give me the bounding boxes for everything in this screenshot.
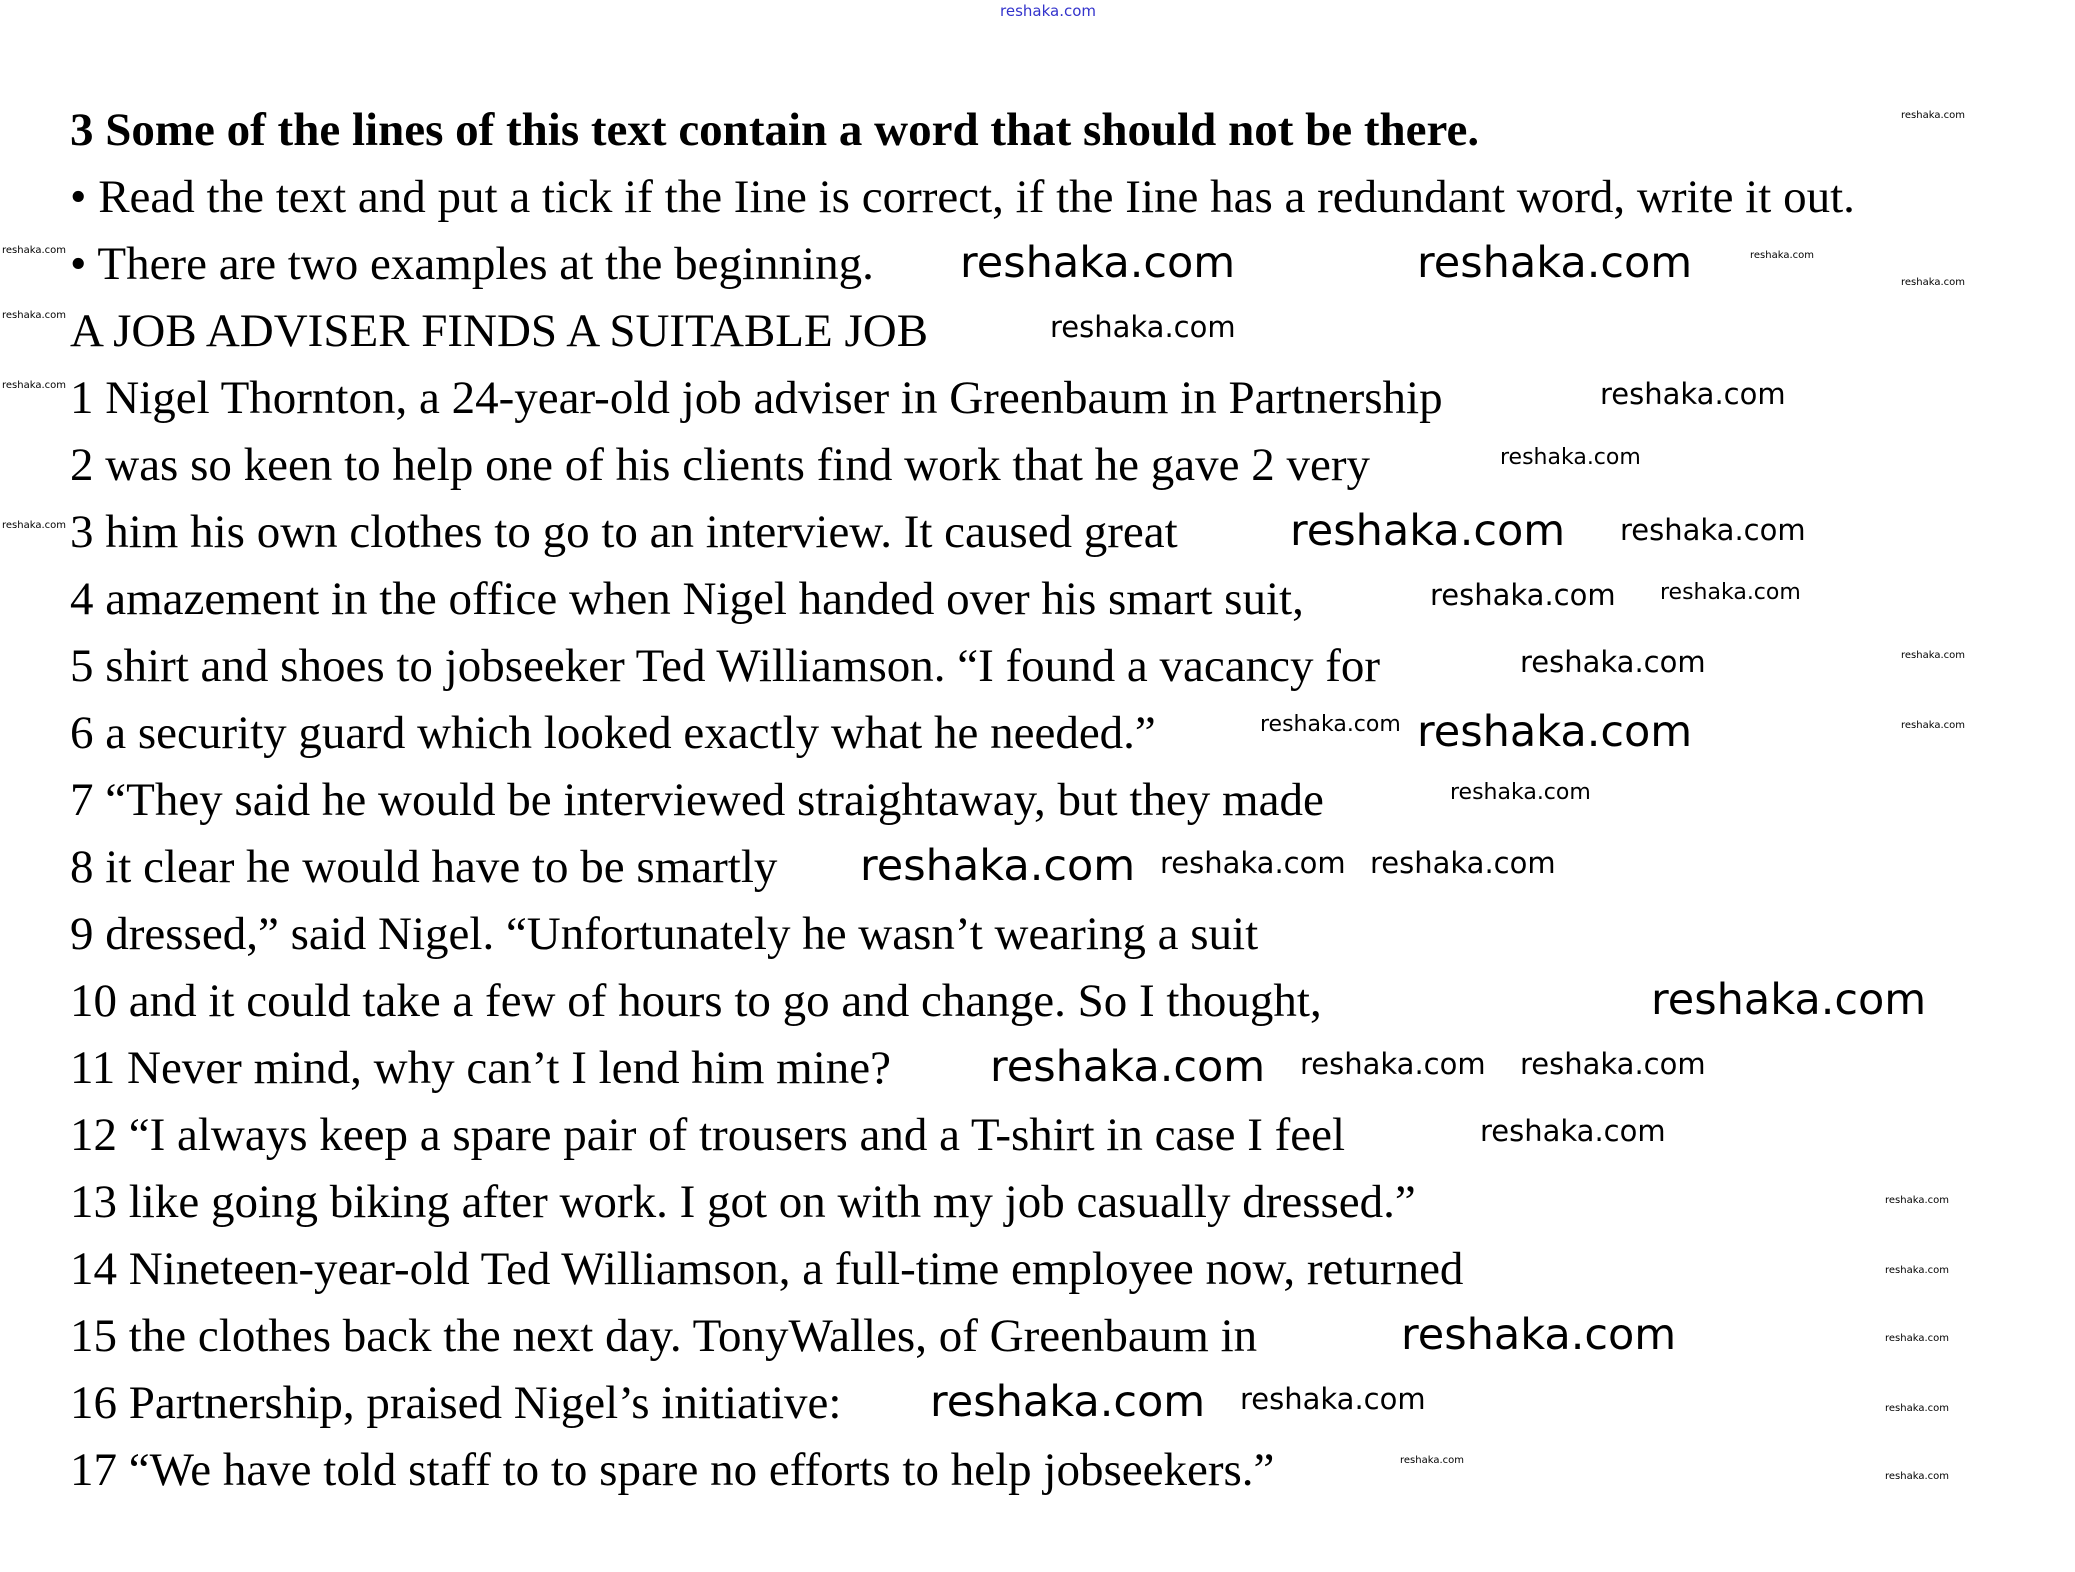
- watermark: reshaka.com: [1885, 1333, 1949, 1344]
- text-line: 6 a security guard which looked exactly what he needed.”: [70, 707, 1156, 759]
- instruction-2: • There are two examples at the beginning.: [70, 238, 874, 290]
- task-heading: 3 Some of the lines of this text contain a word that should not be there.: [70, 104, 1480, 156]
- watermark: reshaka.com: [1901, 110, 1965, 121]
- watermark: reshaka.com: [1450, 780, 1591, 805]
- text-line: 4 amazement in the office when Nigel handed over his smart suit,: [70, 573, 1304, 625]
- watermark: reshaka.com: [1300, 1047, 1486, 1081]
- watermark: reshaka.com: [1885, 1265, 1949, 1276]
- text-line: 15 the clothes back the next day. TonyWalles, of Greenbaum in: [70, 1310, 1258, 1362]
- watermark: reshaka.com: [1901, 650, 1965, 661]
- text-line: 10 and it could take a few of hours to go and change. So I thought,: [70, 975, 1322, 1027]
- watermark: reshaka.com: [1885, 1195, 1949, 1206]
- watermark: reshaka.com: [1901, 720, 1965, 731]
- text-line: 11 Never mind, why can’t I lend him mine?: [70, 1042, 891, 1094]
- watermark: reshaka.com: [1520, 1047, 1706, 1081]
- watermark: reshaka.com: [1885, 1471, 1949, 1482]
- watermark: reshaka.com: [1417, 238, 1693, 288]
- watermark: reshaka.com: [1520, 645, 1706, 679]
- text-line: 17 “We have told staff to to spare no efforts to help jobseekers.”: [70, 1444, 1275, 1496]
- watermark: reshaka.com: [1240, 1382, 1426, 1416]
- watermark: reshaka.com: [1290, 506, 1566, 556]
- text-line: 1 Nigel Thornton, a 24-year-old job adviser in Greenbaum in Partnership: [70, 372, 1443, 424]
- watermark: reshaka.com: [2, 245, 66, 256]
- watermark: reshaka.com: [2, 310, 66, 321]
- watermark: reshaka.com: [1901, 277, 1965, 288]
- header-watermark-link[interactable]: reshaka.com: [1000, 2, 1096, 20]
- text-line: 7 “They said he would be interviewed straightaway, but they made: [70, 774, 1324, 826]
- watermark: reshaka.com: [860, 841, 1136, 891]
- text-line: 16 Partnership, praised Nigel’s initiative:: [70, 1377, 842, 1429]
- watermark: reshaka.com: [1480, 1114, 1666, 1148]
- text-line: 2 was so keen to help one of his clients find work that he gave 2 very: [70, 439, 1371, 491]
- text-line: 12 “I always keep a spare pair of trousers and a T-shirt in case I feel: [70, 1109, 1346, 1161]
- watermark: reshaka.com: [1370, 846, 1556, 880]
- watermark: reshaka.com: [1260, 712, 1401, 737]
- watermark: reshaka.com: [1651, 975, 1927, 1025]
- watermark: reshaka.com: [1050, 310, 1236, 344]
- watermark: reshaka.com: [960, 238, 1236, 288]
- watermark: reshaka.com: [1430, 578, 1616, 612]
- watermark: reshaka.com: [1160, 846, 1346, 880]
- text-line: 5 shirt and shoes to jobseeker Ted Williamson. “I found a vacancy for: [70, 640, 1381, 692]
- watermark: reshaka.com: [1600, 377, 1786, 411]
- watermark: reshaka.com: [1620, 513, 1806, 547]
- text-line: 13 like going biking after work. I got on with my job casually dressed.”: [70, 1176, 1416, 1228]
- text-line: 3 him his own clothes to go to an interview. It caused great: [70, 506, 1178, 558]
- article-title: A JOB ADVISER FINDS A SUITABLE JOB: [70, 305, 929, 357]
- text-line: 14 Nineteen-year-old Ted Williamson, a full-time employee now, returned: [70, 1243, 1464, 1295]
- watermark: reshaka.com: [930, 1377, 1206, 1427]
- watermark: reshaka.com: [1400, 1455, 1464, 1466]
- watermark: reshaka.com: [1500, 445, 1641, 470]
- watermark: reshaka.com: [1750, 250, 1814, 261]
- text-line: 9 dressed,” said Nigel. “Unfortunately he wasn’t wearing a suit: [70, 908, 1259, 960]
- watermark: reshaka.com: [2, 520, 66, 531]
- watermark: reshaka.com: [1660, 580, 1801, 605]
- watermark: reshaka.com: [2, 380, 66, 391]
- watermark: reshaka.com: [1401, 1310, 1677, 1360]
- watermark: reshaka.com: [990, 1042, 1266, 1092]
- watermark: reshaka.com: [1885, 1403, 1949, 1414]
- watermark: reshaka.com: [1417, 707, 1693, 757]
- text-line: 8 it clear he would have to be smartly: [70, 841, 778, 893]
- instruction-1: • Read the text and put a tick if the Iine is correct, if the Iine has a redundant word, write it out.: [70, 171, 1855, 223]
